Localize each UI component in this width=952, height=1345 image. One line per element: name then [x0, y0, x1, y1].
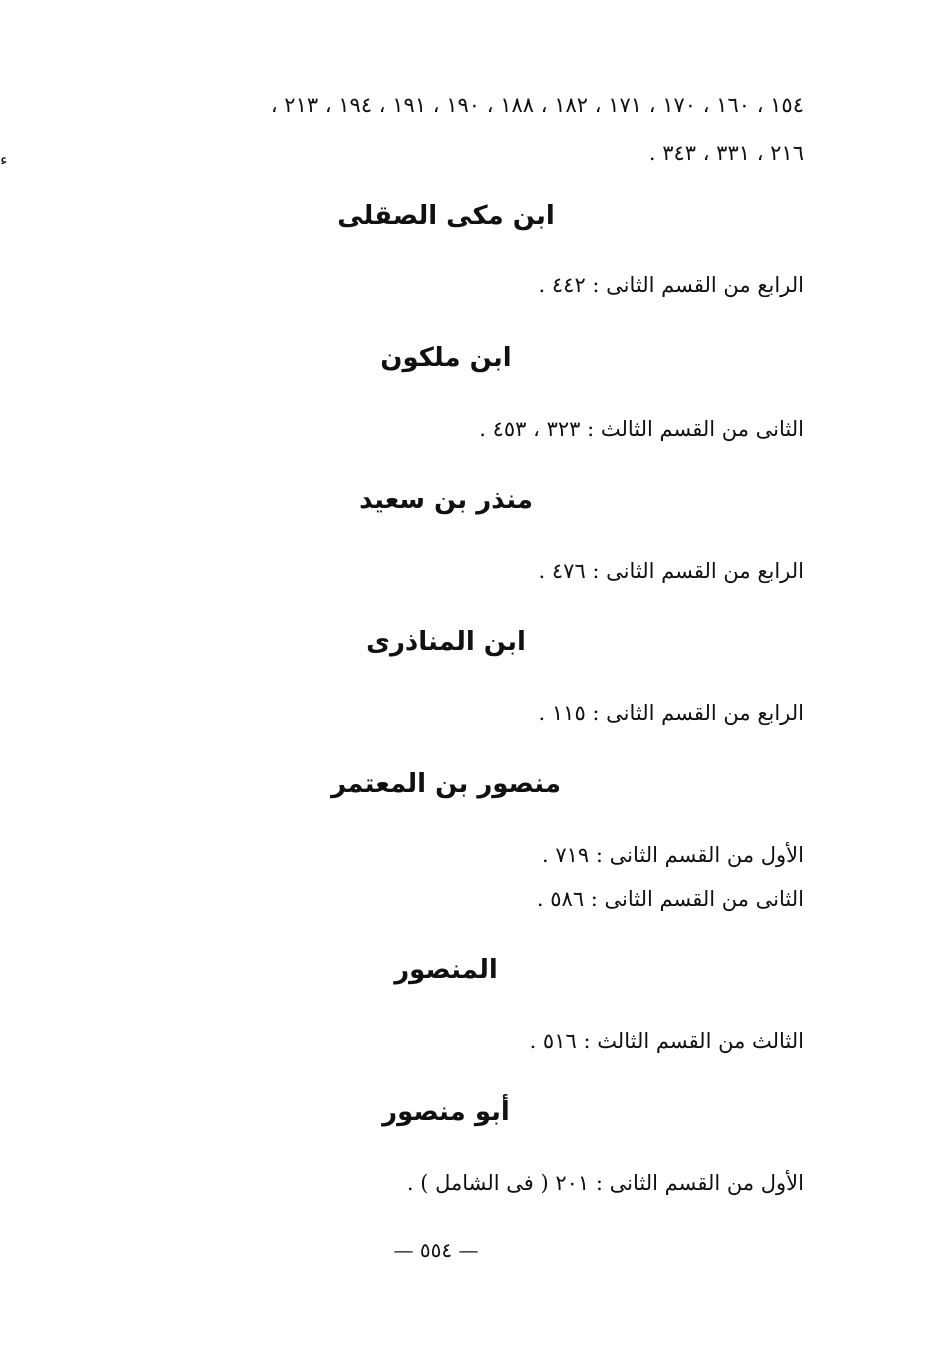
continued-reference-line-1: ١٥٤ ، ١٦٠ ، ١٧٠ ، ١٧١ ، ١٨٢ ، ١٨٨ ، ١٩٠ ، ١٩١ ، ١٩٤ ، ٢١٣ ،	[270, 93, 804, 117]
entry-heading-ibn-malkun: ابن ملكون	[380, 343, 512, 373]
entry-reference: الأول من القسم الثانى : ٢٠١ ( فى الشامل ) .	[406, 1171, 804, 1195]
continued-reference-line-2: ٢١٦ ، ٣٣١ ، ٣٤٣ .	[648, 141, 804, 165]
entry-heading-mundhir-ibn-said: منذر بن سعيد	[359, 485, 533, 515]
page-number: — ٥٥٤ —	[393, 1238, 479, 1262]
entry-reference: الثانى من القسم الثالث : ٣٢٣ ، ٤٥٣ .	[479, 417, 804, 441]
entry-reference: الثالث من القسم الثالث : ٥١٦ .	[529, 1029, 804, 1053]
entry-heading-ibn-al-manadhiri: ابن المناذرى	[366, 627, 526, 657]
entry-heading-mansur-ibn-al-mutamir: منصور بن المعتمر	[331, 769, 561, 799]
entry-reference: الرابع من القسم الثانى : ١١٥ .	[538, 701, 804, 725]
entry-heading-abu-mansur: أبو منصور	[382, 1097, 510, 1127]
entry-heading-al-mansur: المنصور	[394, 955, 498, 985]
entry-reference: الرابع من القسم الثانى : ٤٤٢ .	[538, 273, 804, 297]
entry-reference: الرابع من القسم الثانى : ٤٧٦ .	[538, 559, 804, 583]
entry-heading-ibn-makki: ابن مكى الصقلى	[337, 201, 555, 231]
entry-reference: الأول من القسم الثانى : ٧١٩ .	[542, 843, 804, 867]
entry-reference: الثانى من القسم الثانى : ٥٨٦ .	[536, 887, 804, 911]
page-edge-mark: ء	[0, 150, 8, 169]
